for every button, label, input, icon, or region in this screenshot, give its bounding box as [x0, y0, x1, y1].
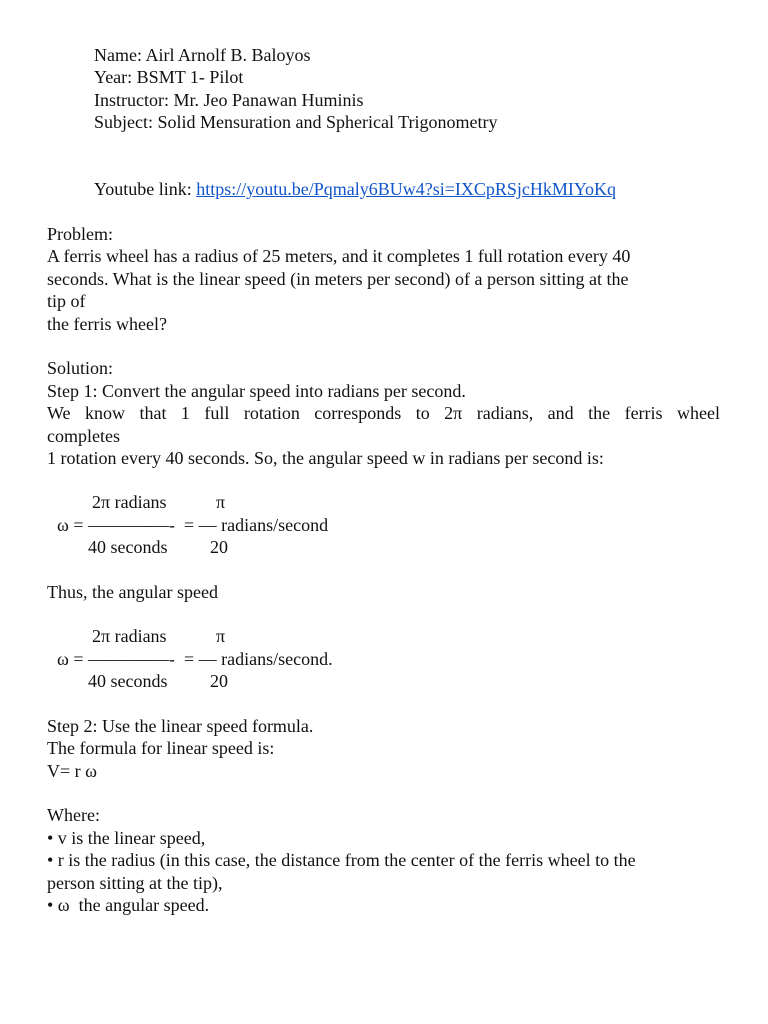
formula-intro: The formula for linear speed is:: [47, 738, 275, 758]
problem-line-4: the ferris wheel?: [47, 314, 167, 334]
student-name: Name: Airl Arnolf B. Baloyos: [94, 45, 311, 65]
instructor-name: Instructor: Mr. Jeo Panawan Huminis: [94, 90, 364, 110]
subject-name: Subject: Solid Mensuration and Spherical Trigonometry: [94, 112, 498, 132]
bullet-radius-line-1: • r is the radius (in this case, the distance from the center of the ferris wheel to the: [47, 850, 636, 870]
youtube-link[interactable]: https://youtu.be/Pqmaly6BUw4?si=IXCpRSjcHkMIYoKq: [196, 179, 617, 199]
step-2-heading: Step 2: Use the linear speed formula.: [47, 716, 314, 736]
equation-1-twenty: 20: [210, 537, 228, 557]
explanation-line-1: We know that 1 full rotation corresponds to 2π radians, and the ferris wheel: [47, 403, 720, 423]
equation-1-denominator: 40 seconds: [88, 537, 168, 557]
angular-speed-equation-2: [47, 625, 407, 695]
youtube-label: Youtube link:: [94, 179, 197, 199]
step-1-heading: Step 1: Convert the angular speed into radians per second.: [47, 381, 466, 401]
equation-1-numerator: 2π radians: [92, 492, 167, 512]
problem-line-3: tip of: [47, 291, 86, 311]
problem-line-1: A ferris wheel has a radius of 25 meters, and it completes 1 full rotation every 40: [47, 246, 631, 266]
bullet-linear-speed: • v is the linear speed,: [47, 828, 206, 848]
bullet-angular-speed: • ω the angular speed.: [47, 895, 210, 915]
youtube-line: [94, 178, 616, 200]
equation-2-numerator: 2π radians: [92, 626, 167, 646]
student-year: Year: BSMT 1- Pilot: [94, 67, 244, 87]
thus-line: Thus, the angular speed: [47, 582, 218, 602]
explanation-line-2: completes: [47, 426, 120, 446]
equation-2-pi: π: [216, 626, 226, 646]
equation-2-main: ω = ———–—- = — radians/second.: [57, 649, 333, 669]
equation-1-pi: π: [216, 492, 226, 512]
angular-speed-equation-1: [47, 491, 407, 561]
explanation-line-3: 1 rotation every 40 seconds. So, the angular speed w in radians per second is:: [47, 448, 604, 468]
equation-2-twenty: 20: [210, 671, 228, 691]
linear-speed-formula: V= r ω: [47, 761, 97, 781]
problem-heading: Problem:: [47, 224, 113, 244]
solution-heading: Solution:: [47, 358, 114, 378]
equation-2-denominator: 40 seconds: [88, 671, 168, 691]
bullet-radius-line-2: person sitting at the tip),: [47, 873, 223, 893]
problem-line-2: seconds. What is the linear speed (in meters per second) of a person sitting at the: [47, 269, 629, 289]
equation-1-main: ω = ———–—- = — radians/second: [57, 515, 329, 535]
where-heading: Where:: [47, 805, 100, 825]
